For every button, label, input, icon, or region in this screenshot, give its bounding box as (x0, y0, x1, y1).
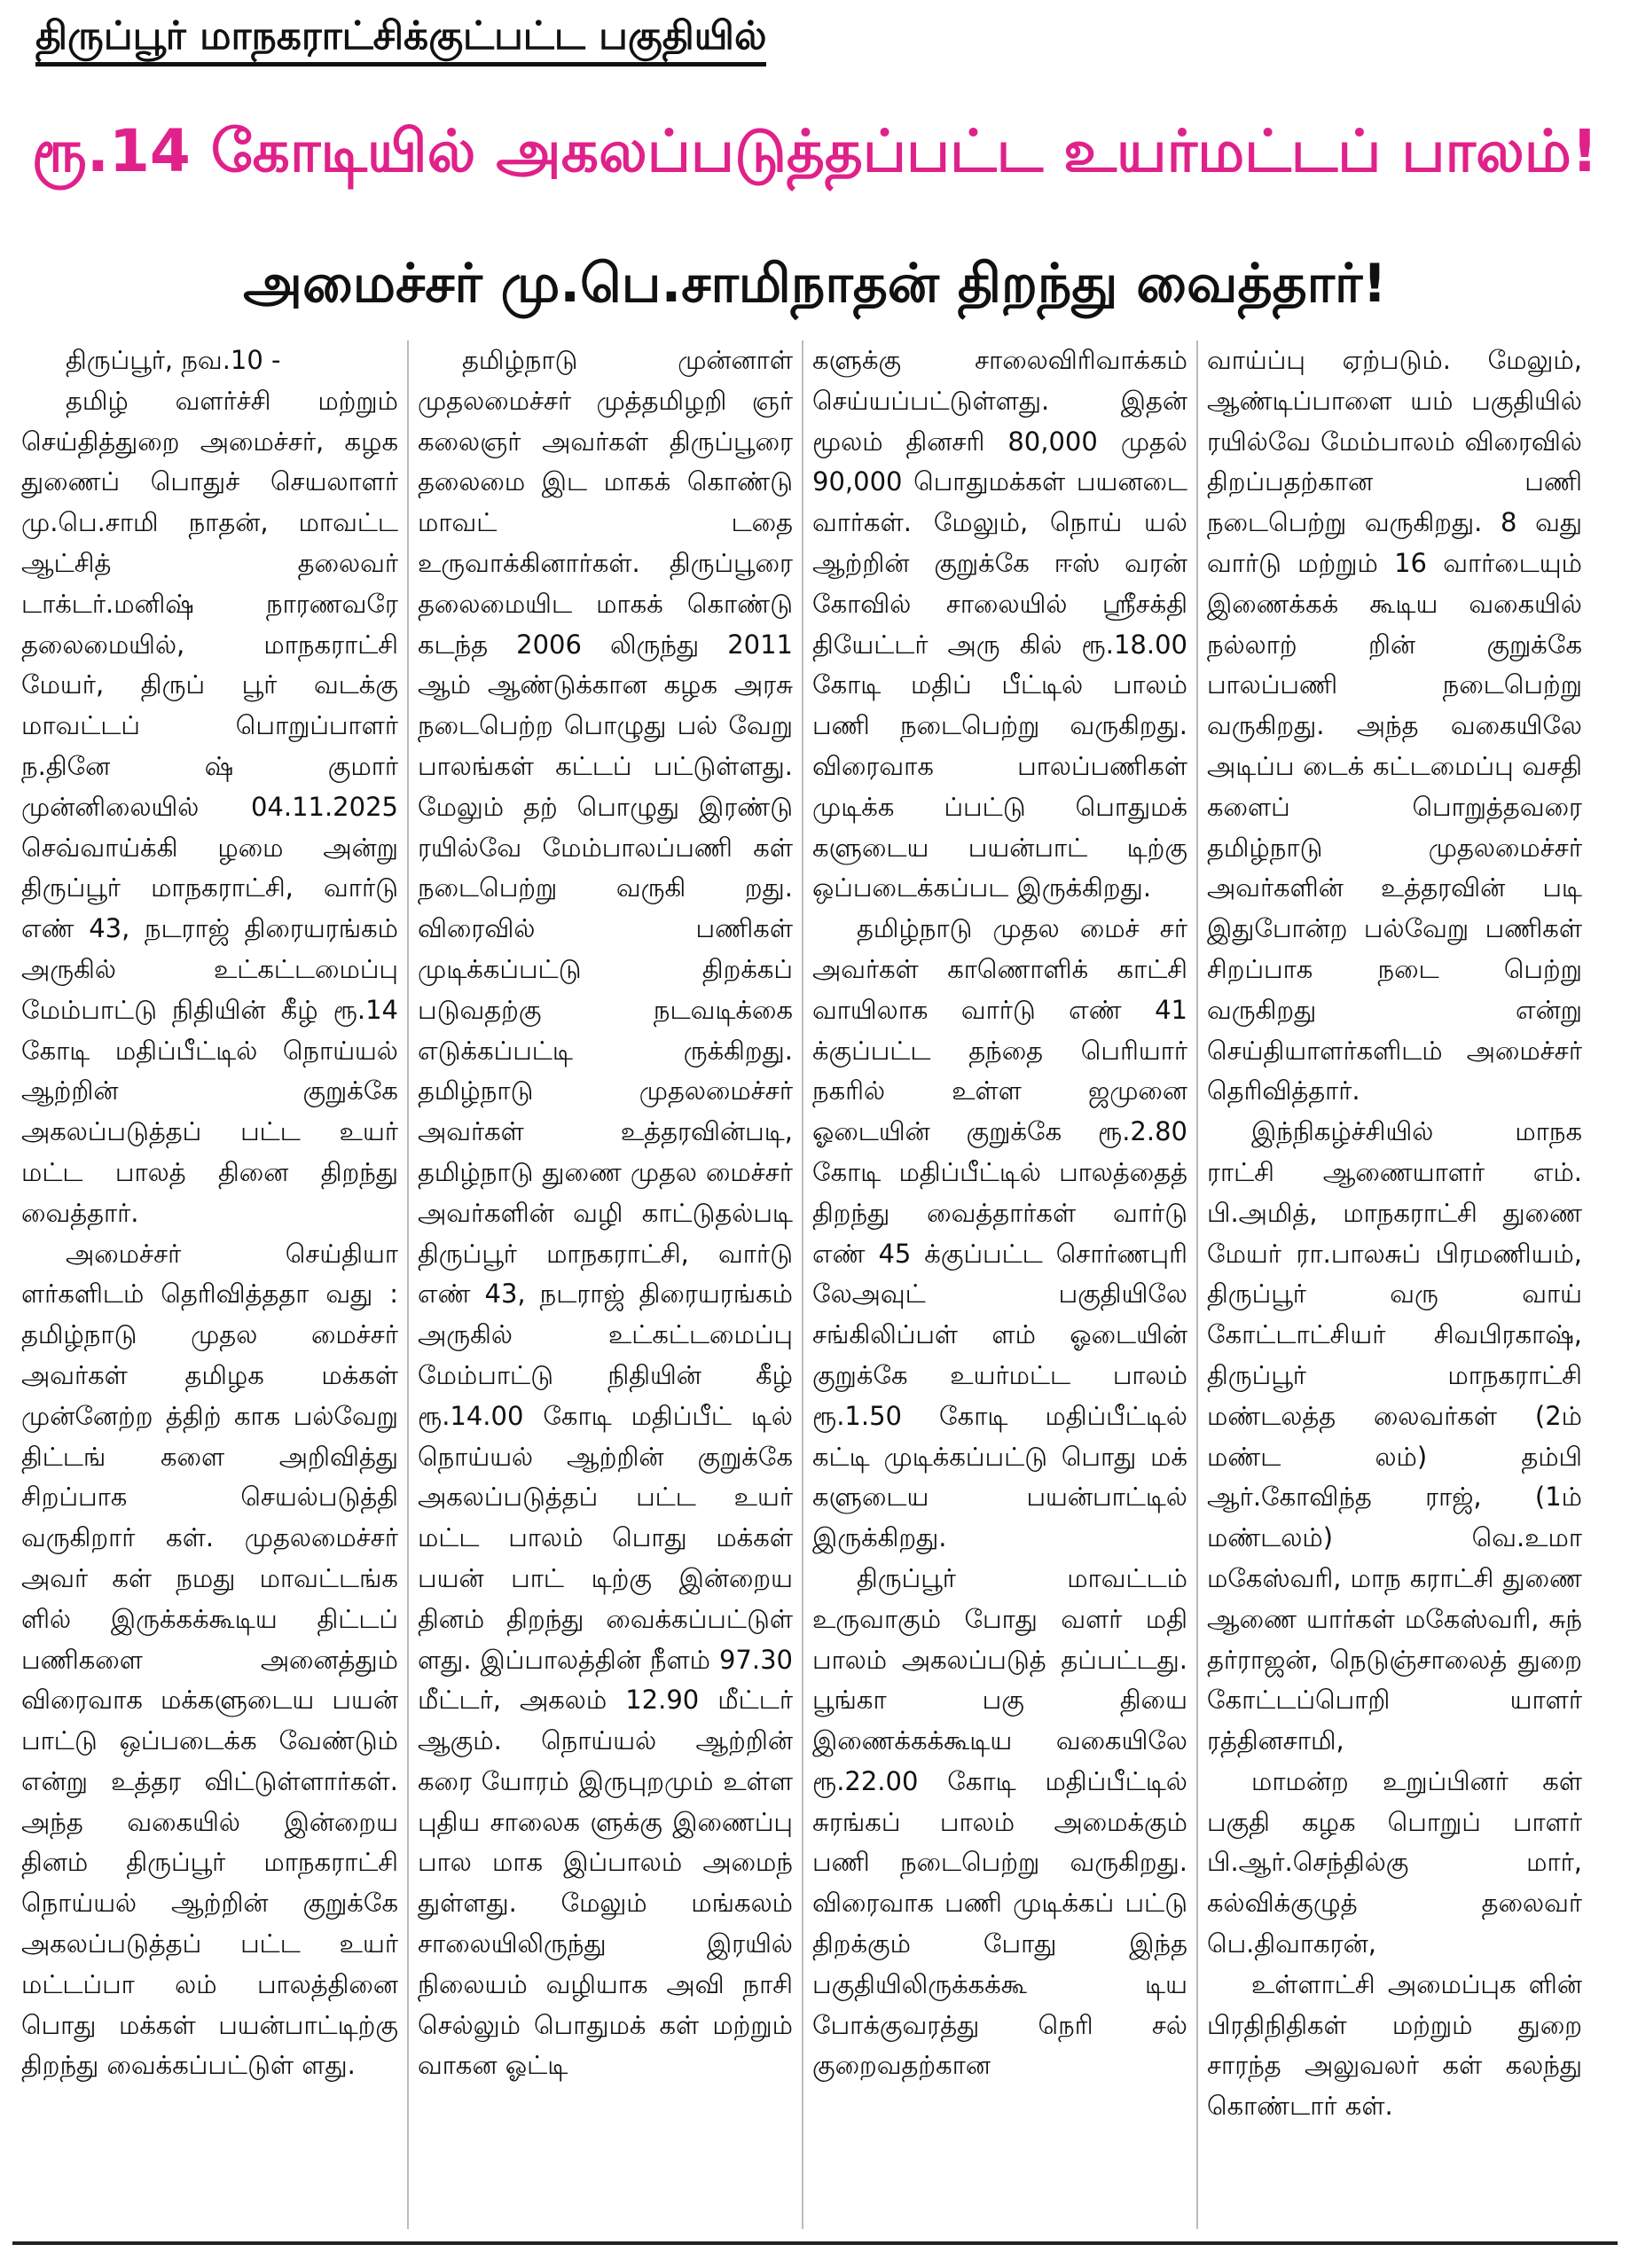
article-columns (12, 340, 1618, 2229)
article-paragraph: மாமன்ற உறுப்பினர் கள் பகுதி கழக பொறுப் பாளர் பி.ஆர்.செந்தில்கு மார், கல்விக்குழுத் தலைவர் பெ.திவாகரன், (1207, 1765, 1582, 1959)
main-headline: ரூ.14 கோடியில் அகலப்படுத்தப்பட்ட உயர்மட்டப் பாலம்! (32, 117, 1598, 185)
kicker-heading: திருப்பூர் மாநகராட்சிக்குட்பட்ட பகுதியில் (35, 12, 766, 66)
article-paragraph: களுக்கு சாலைவிரிவாக்கம் செய்யப்பட்டுள்ளது. இதன் மூலம் தினசரி 80,000 முதல் 90,000 பொதுமக்கள் பயனடை வார்கள். மேலும், நொய் யல் ஆற்றின் குறுக்கே ஈஸ் வரன் கோவில் சாலையில் ஸ்ரீசக்தி தியேட்டர் அரு கில் ரூ.18.00 கோடி மதிப் பீட்டில் பாலம் பணி நடைபெற்று வருகிறது. விரைவாக பாலப்பணிகள் முடிக்க ப்பட்டு பொதுமக் களுடைய பயன்பாட் டிற்கு ஒப்படைக்கப்பட இருக்கிறது. (812, 345, 1187, 903)
article-paragraph: தமிழ்நாடு முதல மைச் சர் அவர்கள் காணொளிக் காட்சி வாயிலாக வார்டு எண் 41 க்குப்பட்ட தந்தை பெரியார் நகரில் உள்ள ஜமுனை ஓடையின் குறுக்கே ரூ.2.80 கோடி மதிப்பீட்டில் பாலத்தைத் திறந்து வைத்தார்கள் வார்டு எண் 45 க்குப்பட்ட சொர்ணபுரி லேஅவுட் பகுதியிலே சங்கிலிப்பள் ளம் ஓடையின் குறுக்கே உயர்மட்ட பாலம் ரூ.1.50 கோடி மதிப்பீட்டில் கட்டி முடிக்கப்பட்டு பொது மக் களுடைய பயன்பாட்டில் இருக்கிறது. (812, 913, 1187, 1553)
article-column (12, 340, 407, 2229)
article-column (1196, 340, 1591, 2229)
article-paragraph: தமிழ் வளர்ச்சி மற்றும் செய்தித்துறை அமைச்சர், கழக துணைப் பொதுச் செயலாளர் மு.பெ.சாமி நாதன், மாவட்ட ஆட்சித் தலைவர் டாக்டர்.மனிஷ் நாரணவரே தலைமையில், மாநகராட்சி மேயர், திருப் பூர் வடக்கு மாவட்டப் பொறுப்பாளர் ந.தினே ஷ் குமார் முன்னிலையில் 04.11.2025 செவ்வாய்க்கி ழமை அன்று திருப்பூர் மாநகராட்சி, வார்டு எண் 43, நடராஜ் திரையரங்கம் அருகில் உட்கட்டமைப்பு மேம்பாட்டு நிதியின் கீழ் ரூ.14 கோடி மதிப்பீட்டில் நொய்யல் ஆற்றின் குறுக்கே அகலப்படுத்தப் பட்ட உயர் மட்ட பாலத் தினை திறந்து வைத்தார். (21, 385, 398, 1228)
article-paragraph: தமிழ்நாடு முன்னாள் முதலமைச்சர் முத்தமிழறி ஞர் கலைஞர் அவர்கள் திருப்பூரை தலைமை இட மாகக் கொண்டு மாவட் டதை உருவாக்கினார்கள். திருப்பூரை தலைமையிட மாகக் கொண்டு கடந்த 2006 லிருந்து 2011 ஆம் ஆண்டுக்கான கழக அரசு நடைபெற்ற பொழுது பல் வேறு பாலங்கள் கட்டப் பட்டுள்ளது. மேலும் தற் பொழுது இரண்டு ரயில்வே மேம்பாலப்பணி கள் நடைபெற்று வருகி றது. விரைவில் பணிகள் முடிக்கப்பட்டு திறக்கப் படுவதற்கு நடவடிக்கை எடுக்கப்பட்டி ருக்கிறது. தமிழ்நாடு முதலமைச்சர் அவர்கள் உத்தரவின்படி, தமிழ்நாடு துணை முதல மைச்சர் அவர்களின் வழி காட்டுதல்படி திருப்பூர் மாநகராட்சி, வார்டு எண் 43, நடராஜ் திரையரங்கம் அருகில் உட்கட்டமைப்பு மேம்பாட்டு நிதியின் கீழ் ரூ.14.00 கோடி மதிப்பீட் டில் நொய்யல் ஆற்றின் குறுக்கே அகலப்படுத்தப் பட்ட உயர் மட்ட பாலம் பொது மக்கள் பயன் பாட் டிற்கு இன்றைய தினம் திறந்து வைக்கப்பட்டுள் ளது. இப்பாலத்தின் நீளம் 97.30 மீட்டர், அகலம் 12.90 மீட்டர் ஆகும். நொய்யல் ஆற்றின் கரை யோரம் இருபுறமும் உள்ள புதிய சாலைக ளுக்கு இணைப்பு பால மாக இப்பாலம் அமைந் துள்ளது. மேலும் மங்கலம் சாலையிலிருந்து இரயில் நிலையம் வழியாக அவி நாசி செல்லும் பொதுமக் கள் மற்றும் வாகன ஓட்டி (418, 345, 793, 2081)
article-paragraph: திருப்பூர் மாவட்டம் உருவாகும் போது வளர் மதி பாலம் அகலப்படுத் தப்பட்டது. பூங்கா பகு தியை இணைக்கக்கூடிய வகையிலே ரூ.22.00 கோடி மதிப்பீட்டில் சுரங்கப் பாலம் அமைக்கும் பணி நடைபெற்று வருகிறது. விரைவாக பணி முடிக்கப் பட்டு திறக்கும் போது இந்த பகுதியிலிருக்கக்கூ டிய போக்குவரத்து நெரி சல் குறைவதற்கான (812, 1562, 1187, 2081)
subheadline: அமைச்சர் மு.பெ.சாமிநாதன் திறந்து வைத்தார்! (243, 253, 1387, 315)
article-paragraph: அமைச்சர் செய்தியா ளர்களிடம் தெரிவித்ததா வது : தமிழ்நாடு முதல மைச்சர் அவர்கள் தமிழக மக்கள் முன்னேற்ற த்திற் காக பல்வேறு திட்டங் களை அறிவித்து சிறப்பாக செயல்படுத்தி வருகிறார் கள். முதலமைச்சர் அவர் கள் நமது மாவட்டங்க ளில் இருக்கக்கூடிய திட்டப் பணிகளை அனைத்தும் விரைவாக மக்களுடைய பயன் பாட்டு ஒப்படைக்க வேண்டும் என்று உத்தர விட்டுள்ளார்கள். அந்த வகையில் இன்றைய தினம் திருப்பூர் மாநகராட்சி நொய்யல் ஆற்றின் குறுக்கே அகலப்படுத்தப் பட்ட உயர் மட்டப்பா லம் பாலத்தினை பொது மக்கள் பயன்பாட்டிற்கு திறந்து வைக்கப்பட்டுள் ளது. (21, 1238, 398, 2081)
dateline-paragraph: திருப்பூர், நவ.10 - (66, 345, 281, 375)
article-column (407, 340, 802, 2229)
bottom-divider (12, 2241, 1618, 2245)
article-paragraph: உள்ளாட்சி அமைப்புக ளின் பிரதிநிதிகள் மற்றும் துறை சாரந்த அலுவலர் கள் கலந்து கொண்டார் கள். (1207, 1968, 1582, 2122)
article-paragraph: வாய்ப்பு ஏற்படும். மேலும், ஆண்டிப்பாளை யம் பகுதியில் ரயில்வே மேம்பாலம் விரைவில் திறப்பதற்கான பணி நடைபெற்று வருகிறது. 8 வது வார்டு மற்றும் 16 வார்டையும் இணைக்கக் கூடிய வகையில் நல்லாற் றின் குறுக்கே பாலப்பணி நடைபெற்று வருகிறது. அந்த வகையிலே அடிப்ப டைக் கட்டமைப்பு வசதி களைப் பொறுத்தவரை தமிழ்நாடு முதலமைச்சர் அவர்களின் உத்தரவின் படி இதுபோன்ற பல்வேறு பணிகள் சிறப்பாக நடை பெற்று வருகிறது என்று செய்தியாளர்களிடம் அமைச்சர் தெரிவித்தார். (1207, 345, 1582, 1107)
article-column (802, 340, 1196, 2229)
article-paragraph: இந்நிகழ்ச்சியில் மாநக ராட்சி ஆணையாளர் எம். பி.அமித், மாநகராட்சி துணை மேயர் ரா.பாலசுப் பிரமணியம், திருப்பூர் வரு வாய் கோட்டாட்சியர் சிவபிரகாஷ், திருப்பூர் மாநகராட்சி மண்டலத்த லைவர்கள் (2ம் மண்ட லம்) தம்பி ஆர்.கோவிந்த ராஜ், (1ம் மண்டலம்) வெ.உமா மகேஸ்வரி, மாந கராட்சி துணை ஆணை யார்கள் மகேஸ்வரி, சுந் தர்ராஜன், நெடுஞ்சாலைத் துறை கோட்டப்பொறி யாளர் ரத்தினசாமி, (1207, 1116, 1582, 1756)
